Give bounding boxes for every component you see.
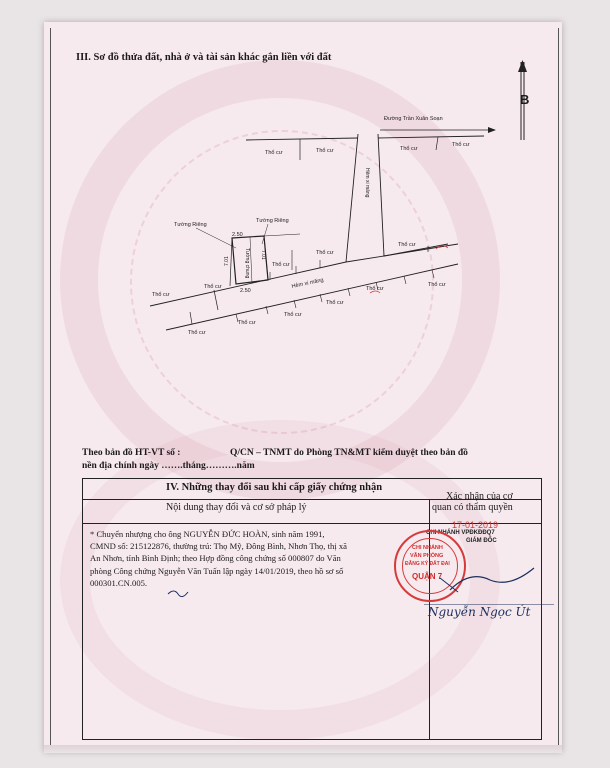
page-shadow (44, 745, 562, 753)
entry-line: An Nhơn, tỉnh Bình Định; theo Hợp đồng công chứng số 000807 do Văn (90, 553, 341, 564)
parcel-label: Thổ cư (265, 150, 283, 156)
alley-vertical-label: Hẻm xi măng (364, 168, 370, 198)
parcel-label: Thổ cư (284, 312, 302, 318)
dim-top-label: 2.50 (232, 232, 243, 238)
parcel-label: Thổ cư (366, 286, 384, 292)
wall-right-label: Tường Riêng (256, 218, 289, 224)
map-source-line1-left: Theo bản đồ HT-VT số : (82, 448, 181, 458)
section4-title: IV. Những thay đổi sau khi cấp giấy chứng nhận (166, 482, 383, 493)
section3-title: III. Sơ đồ thửa đất, nhà ở và tài sản khác gắn liền với đất (76, 52, 332, 63)
alley-horizontal-label: Hẻm xi măng (291, 277, 325, 290)
entry-line: * Chuyển nhượng cho ông NGUYỄN ĐỨC HOÀN, sinh năm 1991, (90, 529, 325, 539)
date-stamp: 17-01-2019 (452, 520, 499, 530)
road-label: Đường Trần Xuân Soạn (384, 116, 443, 122)
office-name: CHI NHÁNH VPĐKĐĐQ7 (426, 530, 495, 536)
dim-bottom-label: 2.50 (240, 288, 251, 294)
role-label: GIÁM ĐỐC (466, 538, 497, 544)
parcel-label: Thổ cư (428, 282, 446, 288)
parcel-label: Thổ cư (316, 250, 334, 256)
wall-left-label: Tường Riêng (174, 222, 207, 228)
parcel-label: Thổ cư (452, 142, 470, 148)
seal-text-3: ĐĂNG KÝ ĐẤT ĐAI (405, 561, 450, 567)
parcel-label: Thổ cư (188, 330, 206, 336)
parcel-label: Thổ cư (204, 284, 222, 290)
seal-district: QUẬN 7 (412, 572, 443, 581)
seal-text-2: VĂN PHÒNG (410, 553, 444, 559)
dim-left-label: 7.01 (224, 256, 230, 266)
north-label: B (520, 92, 530, 107)
entry-line: 000301.CN.005. (90, 577, 148, 588)
shared-wall-label: Tường chung (244, 248, 250, 279)
parcel-label: Thổ cư (272, 262, 290, 268)
entry-line: CMND số: 215122876, thường trú: Thọ Mỹ, Đông Bình, Nhơn Thọ, thị xã (90, 541, 347, 552)
col2-header-line2: quan có thẩm quyền (432, 502, 513, 513)
signatory-name: Nguyễn Ngọc Út (428, 605, 531, 619)
parcel-label: Thổ cư (400, 146, 418, 152)
col2-header-line1: Xác nhận của cơ (446, 491, 513, 502)
parcel-label: Thổ cư (316, 148, 334, 154)
dim-right-label: 7.01 (260, 250, 266, 260)
seal-text-1: CHI NHÁNH (412, 545, 443, 551)
parcel-label: Thổ cư (398, 242, 416, 248)
entry-line: phòng Công chứng Nguyễn Văn Tuấn lập ngày 14/01/2019, theo hồ sơ số (90, 565, 344, 576)
col1-header: Nội dung thay đổi và cơ sở pháp lý (166, 502, 307, 513)
parcel-label: Thổ cư (238, 320, 256, 326)
map-source-line1-right: Q/CN – TNMT do Phòng TN&MT kiểm duyệt theo bản đồ (230, 448, 468, 458)
map-source-line2: nền địa chính ngày …….tháng……….năm (82, 461, 255, 471)
parcel-label: Thổ cư (152, 292, 170, 298)
parcel-label: Thổ cư (326, 300, 344, 306)
